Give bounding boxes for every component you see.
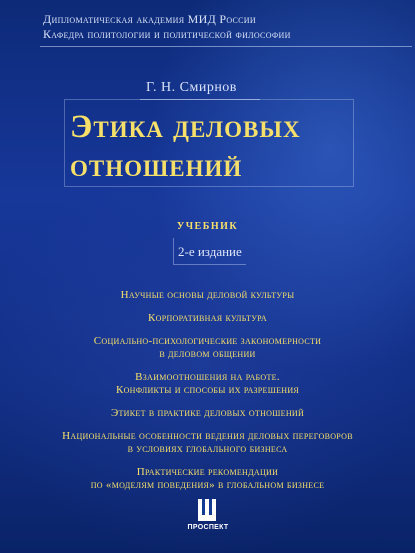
topic-line: Практические рекомендации — [136, 466, 279, 478]
topic-line: Взаимоотношения на работе. — [135, 371, 280, 383]
topic-item — [0, 371, 415, 397]
publisher-logo — [181, 499, 235, 539]
organization-header — [43, 12, 291, 42]
topic-line: Корпоративная культура — [148, 312, 267, 324]
topic-line: в деловом общении — [159, 348, 256, 360]
topic-line: Научные основы деловой культуры — [120, 289, 295, 301]
topic-line: Национальные особенности ведения деловых переговоров — [62, 430, 353, 442]
publisher-name: ПРОСПЕКТ — [187, 524, 229, 531]
topic-line: Социально-психологические закономерности — [93, 335, 322, 347]
publisher-mark-icon — [198, 499, 216, 521]
organization-line: Кафедра политологии и политической философии — [43, 27, 291, 41]
book-genre: учебник — [176, 218, 239, 233]
topic-item — [0, 289, 415, 302]
book-title — [70, 108, 350, 186]
edition-label: 2-е издание — [178, 244, 242, 259]
topic-item — [0, 335, 415, 361]
topic-line: Этикет в практике деловых отношений — [110, 407, 305, 419]
title-line: отношений — [70, 148, 243, 184]
topic-item — [0, 466, 415, 492]
organization-line: Дипломатическая академия МИД России — [43, 12, 256, 26]
topic-item — [0, 407, 415, 420]
topic-item — [0, 312, 415, 325]
topics-list — [0, 289, 415, 502]
header-divider — [40, 46, 412, 47]
topic-line: Конфликты и способы их разрешения — [115, 384, 300, 396]
title-line: Этика деловых — [70, 109, 301, 145]
topic-line: по «моделям поведения» в глобальном бизнесе — [90, 479, 325, 491]
topic-item — [0, 430, 415, 456]
topic-line: в условиях глобального бизнеса — [127, 443, 288, 455]
author-name: Г. Н. Смирнов — [146, 80, 237, 95]
